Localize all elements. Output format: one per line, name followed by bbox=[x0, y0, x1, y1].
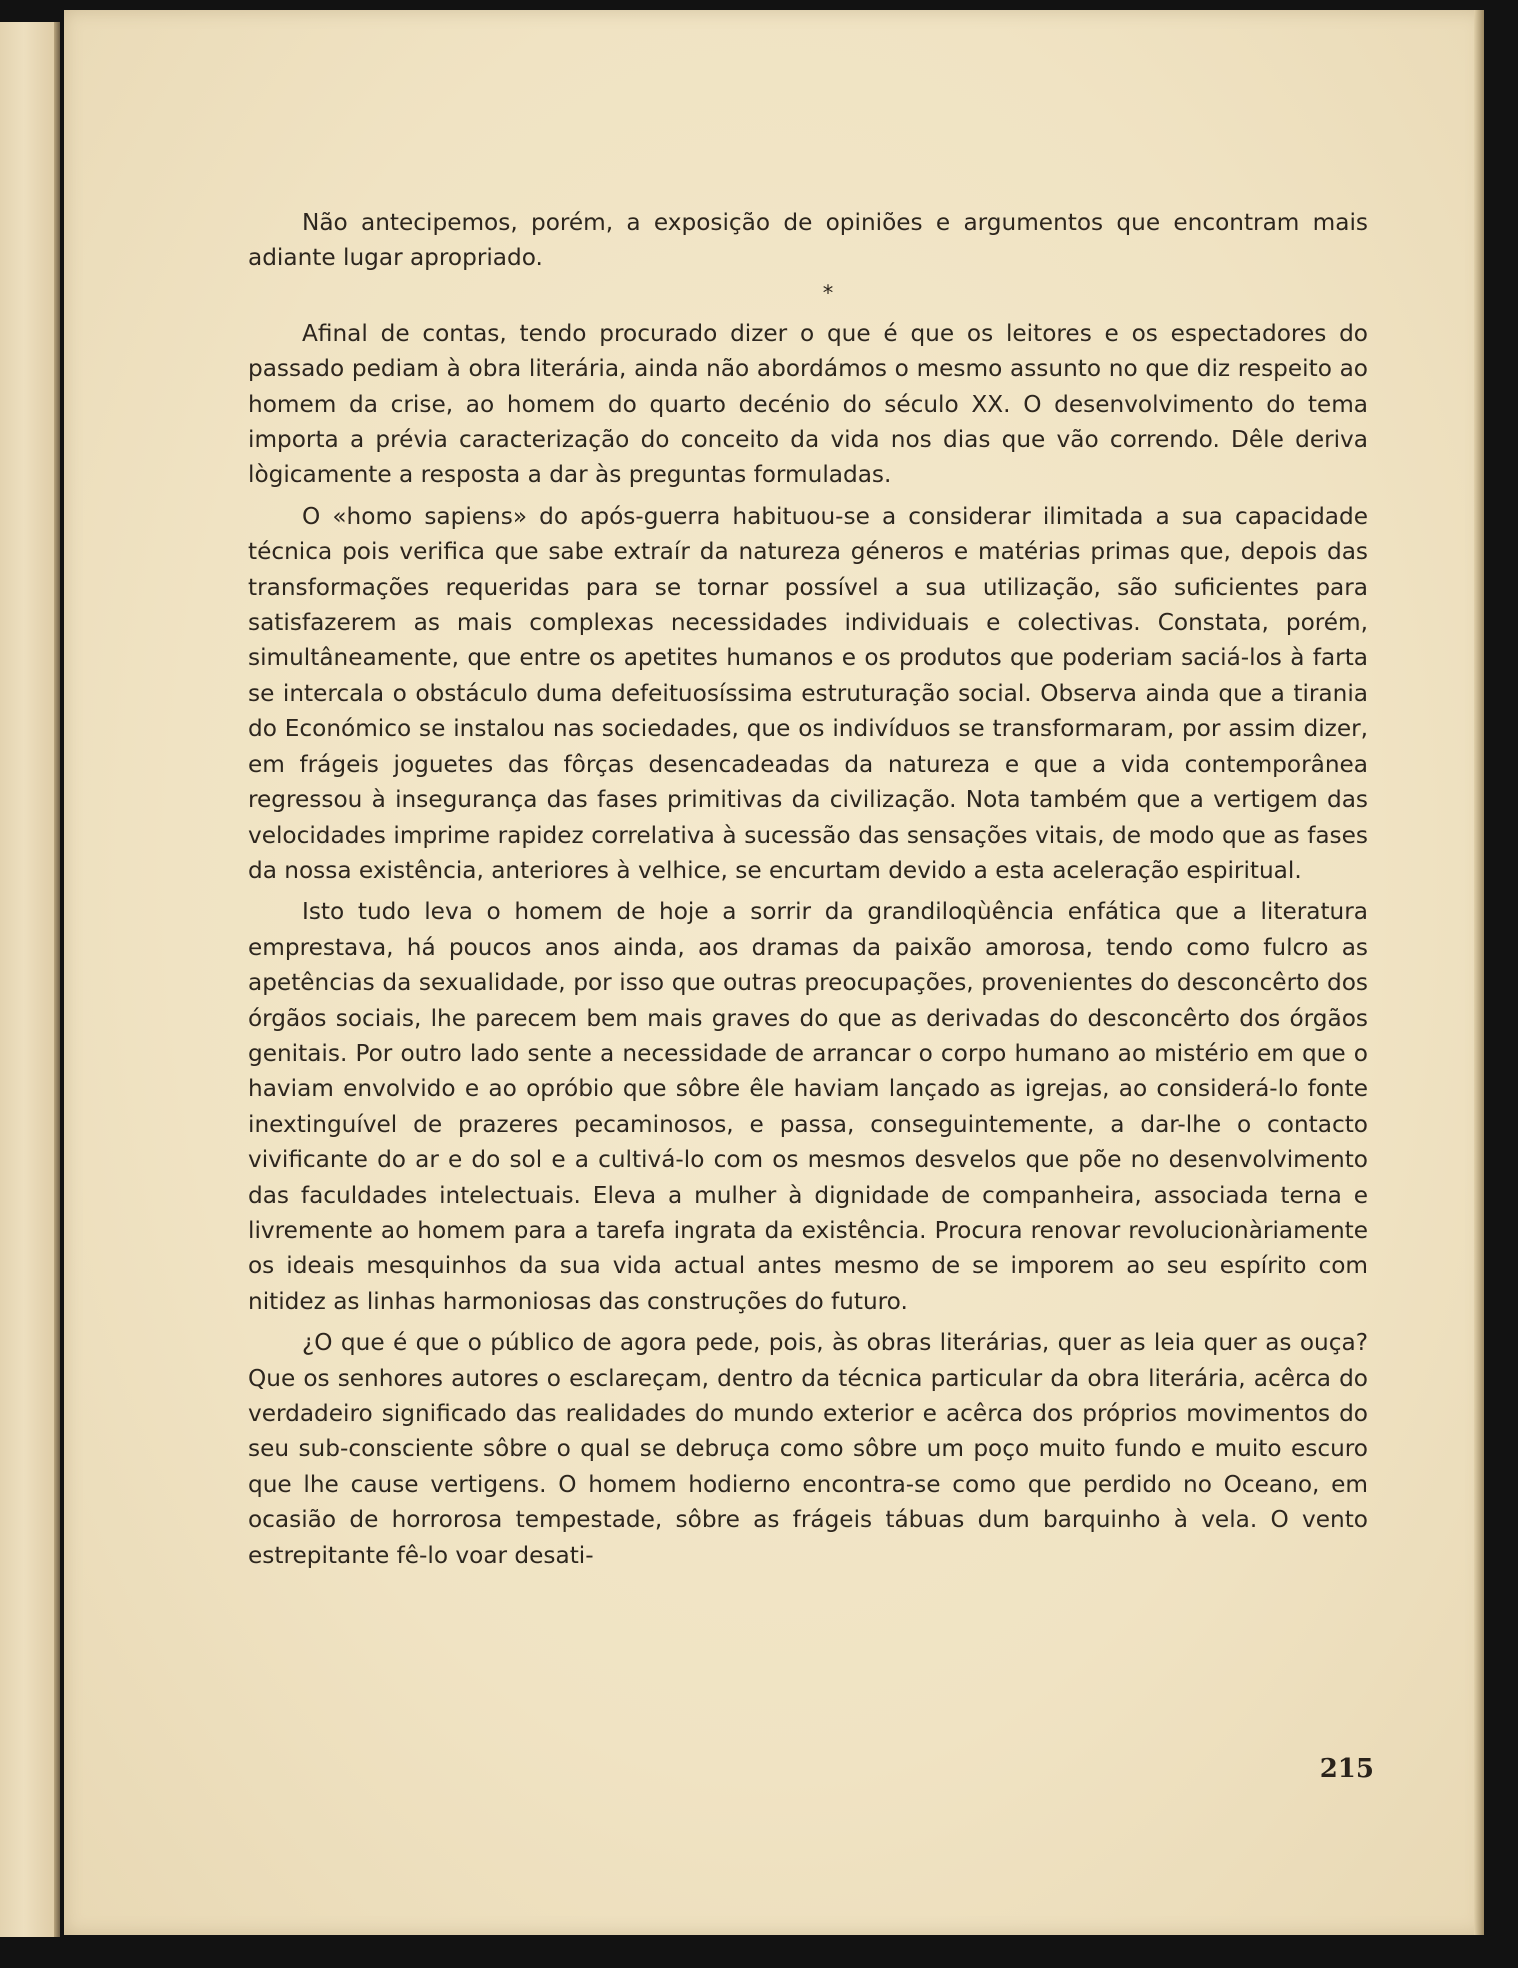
book-page bbox=[64, 10, 1484, 1935]
page-body bbox=[248, 205, 1368, 1573]
page-number: 215 bbox=[1319, 1754, 1374, 1784]
paragraph: ¿O que é que o público de agora pede, pois, às obras literárias, quer as leia quer as ouça? Que os senhores autores o esclareçam, dentro da técnica particular da obra literária, acêrca do verdadeiro significado das realidades do mundo exterior e acêrca dos próprios movimentos do seu sub-consciente sôbre o qual se debruça como sôbre um poço muito fundo e muito escuro que lhe cause vertigens. O homem hodierno encontra-se como que perdido no Oceano, em ocasião de horrorosa tempestade, sôbre as frágeis tábuas dum barquinho à vela. O vento estrepitante fê-lo voar desati- bbox=[248, 1329, 1368, 1569]
paragraph: Afinal de contas, tendo procurado dizer o que é que os leitores e os espectadores do passado pediam à obra literária, ainda não abordámos o mesmo assunto no que diz respeito ao homem da crise, ao homem do quarto decénio do século XX. O desenvolvimento do tema importa a prévia caracterização do conceito da vida nos dias que vão correndo. Dêle deriva lògicamente a resposta a dar às preguntas formuladas. bbox=[248, 319, 1368, 489]
paragraph: Isto tudo leva o homem de hoje a sorrir da grandiloqùência enfática que a literatura emprestava, há poucos anos ainda, aos dramas da paixão amorosa, tendo como fulcro as apetências da sexualidade, por isso que outras preocupações, provenientes do desconcêrto dos órgãos sociais, lhe parecem bem mais graves do que as derivadas do desconcêrto dos órgãos genitais. Por outro lado sente a necessidade de arrancar o corpo humano ao mistério em que o haviam envolvido e ao opróbio que sôbre êle haviam lançado as igrejas, ao considerá-lo fonte inextinguível de prazeres pecaminosos, e passa, conseguintemente, a dar-lhe o contacto vivificante do ar e do sol e a cultivá-lo com os mesmos desvelos que põe no desenvolvimento das faculdades intelectuais. Eleva a mulher à dignidade de companheira, associada terna e livremente ao homem para a tarefa ingrata da existência. Procura renovar revolucionàriamente os ideais mesquinhos da sua vida actual antes mesmo de se imporem ao seu espírito com nitidez as linhas harmoniosas das construções do futuro. bbox=[248, 898, 1368, 1315]
paragraph: O «homo sapiens» do após-guerra habituou-se a considerar ilimitada a sua capacidade técnica pois verifica que sabe extraír da natureza géneros e matérias primas que, depois das transformações requeridas para se tornar possível a sua utilização, são suficientes para satisfazerem as mais complexas necessidades individuais e colectivas. Constata, porém, simultâneamente, que entre os apetites humanos e os produtos que poderiam saciá-los à farta se intercala o obstáculo duma defeituosíssima estruturação social. Observa ainda que a tirania do Económico se instalou nas sociedades, que os indivíduos se transformaram, por assim dizer, em frágeis joguetes das fôrças desencadeadas da natureza e que a vida contemporânea regressou à insegurança das fases primitivas da civilização. Nota também que a vertigem das velocidades imprime rapidez correlativa à sucessão das sensações vitais, de modo que as fases da nossa existência, anteriores à velhice, se encurtam devido a esta aceleração espiritual. bbox=[248, 502, 1368, 884]
section-separator: * bbox=[822, 280, 834, 305]
paragraph-opening: Não antecipemos, porém, a exposição de opiniões e argumentos que encontram mais adiante lugar apropriado. bbox=[248, 209, 1368, 272]
previous-page-edge bbox=[0, 22, 60, 1937]
